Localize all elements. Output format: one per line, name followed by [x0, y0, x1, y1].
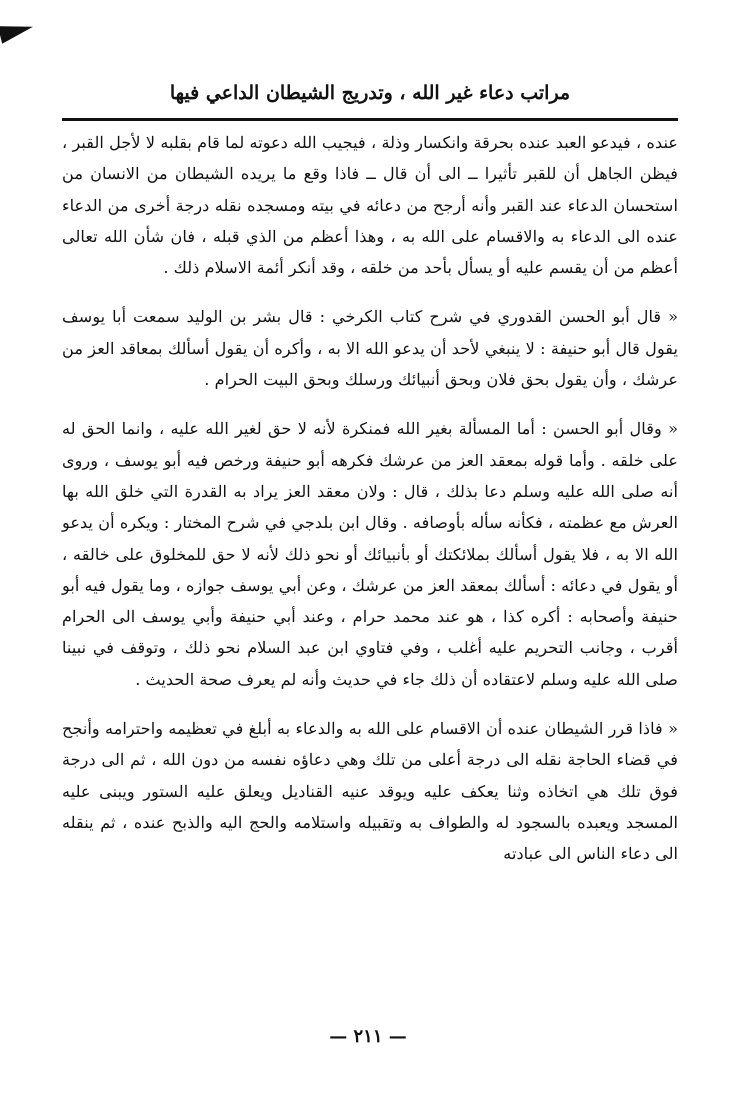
- paragraph-3: « وقال أبو الحسن : أما المسألة بغير الله فمنكرة لأنه لا حق لغير الله عليه ، وانما الحق له على خلقه . وأما قوله بمعقد العز من عرشك فكرهه أبو حنيفة ورخص فيه أبو يوسف ، وروى أنه صلى الله عليه وسلم دعا بذلك ، قال : ولان معقد العز يراد به القدرة التي خلق الله بها العرش مع عظمته ، فكأنه سأله بأوصافه . وقال ابن بلدجي في شرح المختار : ويكره أن يدعو الله الا به ، فلا يقول أسألك بملائكتك أو بأنبيائك أو نحو ذلك لأنه لا حق للمخلوق على خالقه ، أو يقول في دعائه : أسألك بمعقد العز من عرشك ، وعن أبي يوسف جوازه ، وما يقول فيه أبو حنيفة وأصحابه : أكره كذا ، هو عند محمد حرام ، وعند أبي حنيفة وأبي يوسف الى الحرام أقرب ، وجانب التحريم عليه أغلب ، وفي فتاوي ابن عبد السلام نحو ذلك ، وتوقف في نبينا صلى الله عليه وسلم لاعتقاده أن ذلك جاء في حديث وأنه لم يعرف صحة الحديث .: [62, 419, 678, 689]
- paragraph-1: عنده ، فيدعو العبد عنده بحرقة وانكسار وذلة ، فيجيب الله دعوته لما قام بقلبه لا لأجل القبر ، فيظن الجاهل أن للقبر تأثيرا ــ الى أن قال ــ فاذا وقع ما يريده الشيطان من الانسان من استحسان الدعاء عند القبر وأنه أرجح من دعائه في بيته ومسجده نقله درجة أخرى من الدعاء عنده الى الدعاء به والاقسام على الله به ، وهذا أعظم من الذي قبله ، فان شأن الله تعالى أعظم من أن يقسم عليه أو يسأل بأحد من خلقه ، وقد أنكر أئمة الاسلام ذلك .: [62, 133, 678, 278]
- page-number: — ٢١١ —: [329, 1026, 407, 1047]
- book-page: [62, 76, 678, 870]
- corner-scan-mark: [0, 18, 35, 44]
- paragraph-2: « قال أبو الحسن القدوري في شرح كتاب الكرخي : قال بشر بن الوليد سمعت أبا يوسف يقول قال أبو حنيفة : لا ينبغي لأحد أن يدعو الله الا به ، وأكره أن يقول أسألك بمعاقد العز من عرشك ، وأن يقول بحق فلان وبحق أنبيائك ورسلك وبحق البيت الحرام .: [62, 307, 678, 390]
- header-rule: [62, 118, 678, 121]
- running-header: مراتب دعاء غير الله ، وتدريج الشيطان الداعي فيها: [169, 82, 571, 104]
- page-body: [62, 127, 678, 870]
- paragraph-4: « فاذا قرر الشيطان عنده أن الاقسام على الله به والدعاء به أبلغ في تعظيمه واحترامه وأنجح في قضاء الحاجة نقله الى درجة أعلى من تلك وهي دعاؤه نفسه من دون الله ، ثم الى درجة فوق تلك هي اتخاذه وثنا يعكف عليه ويوقد عنيه القناديل ويعلق عليه الستور ويبنى عليه المسجد ويعبده بالسجود له والطواف به وتقبيله واستلامه والحج اليه والذبح عنده ، ثم ينقله الى دعاء الناس الى عبادته: [62, 719, 678, 864]
